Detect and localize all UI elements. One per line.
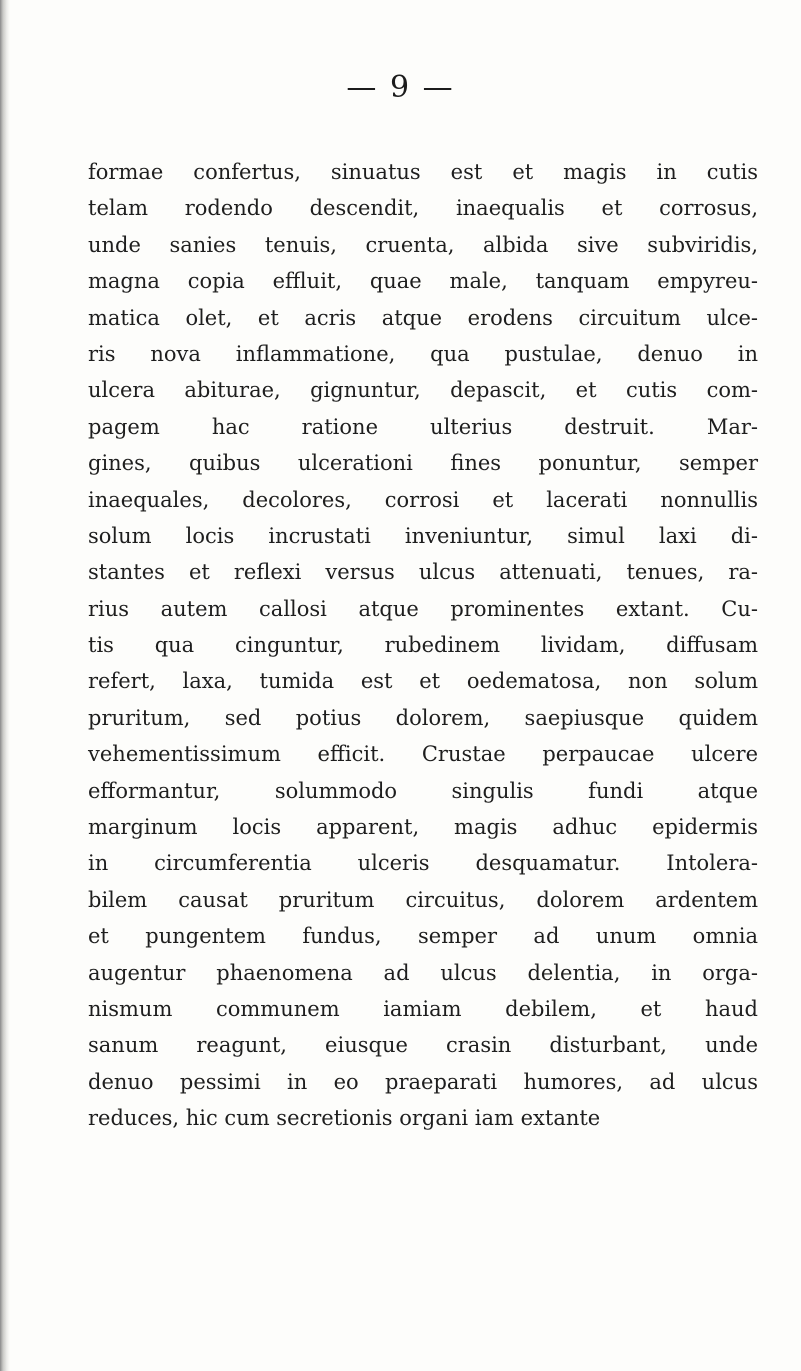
text-line: unde sanies tenuis, cruenta, albida sive subviridis, bbox=[88, 232, 758, 257]
text-line: formae confertus, sinuatus est et magis in cutis bbox=[88, 160, 758, 184]
text-line: solum locis incrustati inveniuntur, simul laxi di- bbox=[88, 523, 758, 548]
text-line: matica olet, et acris atque erodens circuitum ulce- bbox=[88, 305, 758, 330]
text-line: tis qua cinguntur, rubedinem lividam, diffusam bbox=[88, 633, 758, 658]
page-number: — 9 — bbox=[346, 70, 455, 105]
text-line: reduces, hic cum secretionis organi iam extante bbox=[88, 1106, 601, 1131]
text-line: stantes et reflexi versus ulcus attenuati, tenues, ra- bbox=[88, 560, 758, 585]
text-line: ulcera abiturae, gignuntur, depascit, et cutis com- bbox=[88, 378, 758, 403]
text-line: ris nova inflammatione, qua pustulae, denuo in bbox=[88, 341, 758, 366]
text-line: nismum communem iamiam debilem, et haud bbox=[88, 996, 758, 1021]
text-line: bilem causat pruritum circuitus, dolorem ardentem bbox=[88, 887, 758, 912]
text-line: sanum reagunt, eiusque crasin disturbant, unde bbox=[88, 1033, 758, 1058]
text-line: pagem hac ratione ulterius destruit. Mar- bbox=[88, 414, 758, 439]
page-binding-edge bbox=[0, 0, 10, 1371]
text-line: refert, laxa, tumida est et oedematosa, non solum bbox=[88, 669, 758, 694]
text-line: augentur phaenomena ad ulcus delentia, in orga- bbox=[88, 960, 758, 985]
text-line: et pungentem fundus, semper ad unum omnia bbox=[88, 924, 758, 949]
text-line: in circumferentia ulceris desquamatur. Intolera- bbox=[88, 851, 758, 876]
text-line: vehementissimum efficit. Crustae perpaucae ulcere bbox=[88, 742, 758, 767]
text-line: rius autem callosi atque prominentes extant. Cu- bbox=[88, 596, 758, 621]
body-text bbox=[88, 154, 758, 1137]
text-line: efformantur, solummodo singulis fundi atque bbox=[88, 778, 758, 803]
text-line: denuo pessimi in eo praeparati humores, ad ulcus bbox=[88, 1069, 758, 1094]
text-line: inaequales, decolores, corrosi et lacerati nonnullis bbox=[88, 487, 758, 512]
text-line: telam rodendo descendit, inaequalis et corrosus, bbox=[88, 196, 758, 221]
text-line: pruritum, sed potius dolorem, saepiusque quidem bbox=[88, 705, 758, 730]
text-line: magna copia effluit, quae male, tanquam empyreu- bbox=[88, 269, 758, 294]
text-line: marginum locis apparent, magis adhuc epidermis bbox=[88, 815, 758, 840]
text-line: gines, quibus ulcerationi fines ponuntur, semper bbox=[88, 451, 758, 476]
